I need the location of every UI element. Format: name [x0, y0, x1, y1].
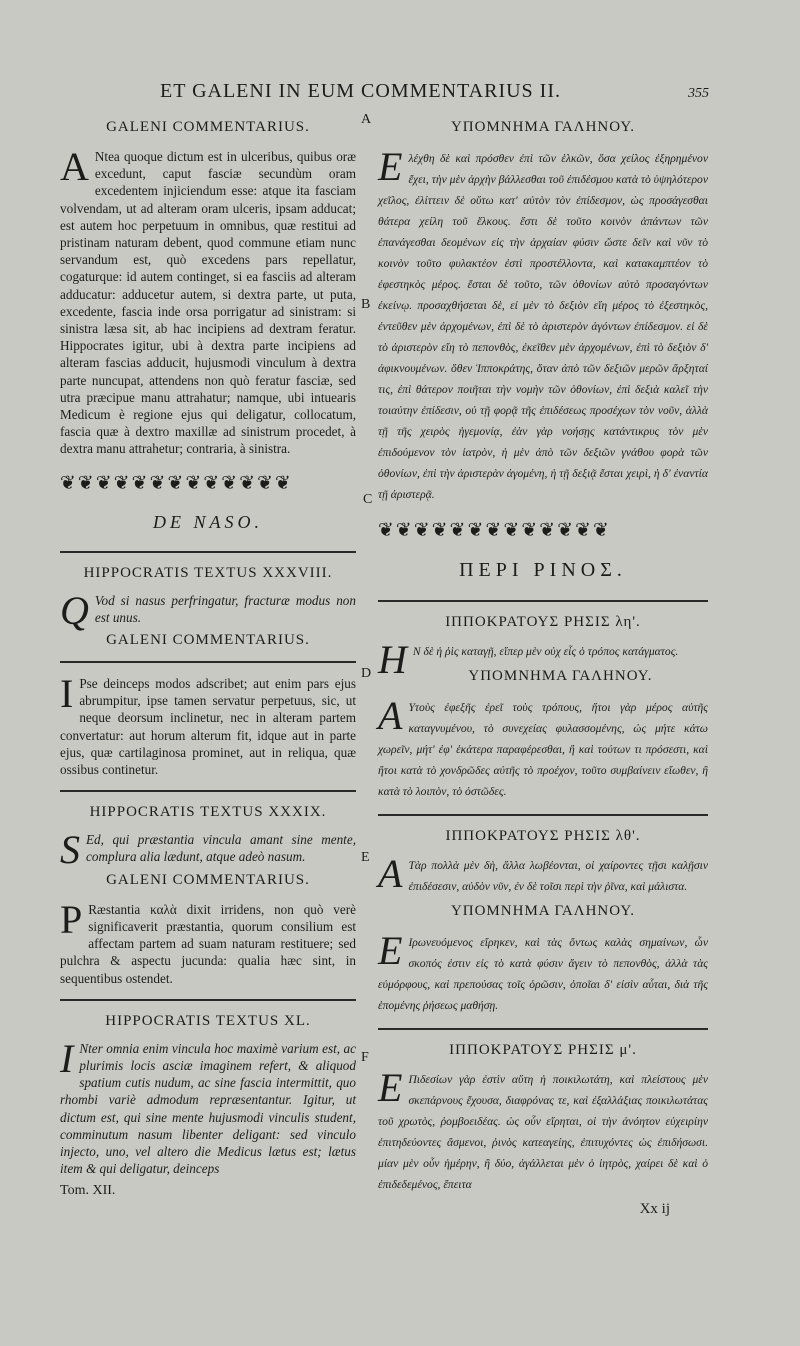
margin-letter-a: A — [361, 112, 372, 127]
hippocrates-text-heading-greek: ΙΠΠΟΚΡΑΤΟΥΣ ΡΗΣΙΣ λθ'. — [445, 828, 641, 844]
hippocrates-text-heading: HIPPOCRATIS TEXTUS XXXVIII. — [83, 564, 333, 581]
section-title-greek: ΠΕΡΙ ΡΙΝΟΣ. — [459, 559, 627, 581]
drop-cap: Q — [60, 587, 89, 633]
drop-cap: Α — [378, 851, 403, 896]
hippocrates-text-heading: HIPPOCRATIS TEXTUS XXXIX. — [89, 804, 327, 821]
hippocrates-text-greek — [378, 1065, 708, 1195]
hippocrates-text-body: Ed, qui præstantia vincula amant sine mente, complura alia lædunt, atque adeò nasum. — [86, 832, 356, 865]
hippocrates-text — [60, 1035, 356, 1178]
hippocrates-text-body: Nter omnia enim vincula hoc maximè varium est, ac plurimis locis asciæ imaginem refert, & aliquod spatium cutis nudum, ac sine fascia intermittit, quo rhombi variè admodum repræsentantur. Igitur, ut dictum est, qui sine mente hujusmodi vinculis student, comminutum nasum libenter deligant: sed vinculo injecto, uno, vel altero die Medicus lætus est; lætus item & qui deligatur, deinceps — [60, 1040, 356, 1177]
galen-commentary-heading-greek: ΥΠΟΜΝΗΜΑ ΓΑΛΗΝΟΥ. — [450, 903, 636, 919]
hippocrates-text-heading: HIPPOCRATIS TEXTUS XL. — [105, 1012, 311, 1029]
commentary-paragraph — [60, 144, 356, 458]
section-title: DE NASO. — [153, 511, 263, 532]
margin-letter-c: C — [363, 492, 373, 507]
commentary-text: Pse deinceps modos adscribet; aut enim pars ejus abrumpitur, ipse tamen servatur perpetuus, sic, ut neque deorsum inclinetur, nec in alteram partem convertatur: aut horum alterum fit, idque aut in parte ejus, quæ cartilaginosa prominet, aut in reliqua, quæ ossibus continetur. — [60, 676, 356, 778]
hippocrates-text — [60, 587, 356, 633]
drop-cap: A — [60, 144, 89, 189]
divider — [60, 551, 356, 553]
commentary-paragraph-greek — [378, 693, 708, 802]
hippocrates-text-heading-greek: ΙΠΠΟΚΡΑΤΟΥΣ ΡΗΣΙΣ μ'. — [449, 1042, 637, 1058]
drop-cap: Α — [378, 693, 403, 738]
divider — [378, 1028, 708, 1030]
galen-commentary-heading: GALENI COMMENTARIUS. — [106, 632, 310, 649]
hippocrates-text — [60, 827, 356, 873]
greek-column — [378, 115, 708, 1218]
drop-cap: Ε — [378, 1065, 403, 1110]
hippocrates-text-body: Vod si nasus perfringatur, fracturæ modus non est unus. — [94, 592, 356, 625]
commentary-text-greek: λέχθη δὲ καὶ πρόσθεν ἐπὶ τῶν ἑλκῶν, ὅσα χείλος ἐξηρημένον ἔχει, τὴν μὲν ἀρχὴν βάλλεσθαι τοῦ ἐπιδέσμου κατὰ τὸ ὑψηλότερον χεῖλος, ἐλίττειν δὲ οὕτω κατ' αὐτὸν τὸν ἐπίδεσμον, ὡς προσάγεσθαι θάτερα χείλη τοῦ ἕλκους. ἔστι δὲ τοῦτο κοινὸν ἁπάντων τῶν ἐπανάγεσθαι δεομένων εἰς τὴν ἀρχαίαν φύσιν ὥστε δεῖν καὶ νῦν τὸ κοινὸν τοῦτο φυλακτέον ἐστὶ προστέλλοντα, καὶ κατακαμπτέον τὸ ἐφεστηκὸς μέρος. ἔσται δὲ τοῦτο, τῶν ὀθονίων αὐτὸ προσαγόντων ἐκείνῳ. προσαχθήσεται δὲ, εἰ μὲν τὸ δεξιὸν εἴη μέρος τὸ ἐξεστηκὸς, ἐντεῦθεν μὲν ἀρχομένων, ἐπὶ δὲ τὸ ἀριστερὸν ἀγόντων ἐπίδεσμον. εἰ δὲ τὸ ἀριστερὸν εἴη τὸ πεπονθὸς, ἐκεῖθεν μὲν ἀρχομένων, ἐπὶ τὸ δεξιὸν δ' ἀφικνουμένων. ὅθεν Ἱπποκράτης, ὅταν ἀπὸ τῶν δεξιῶν μερῶν ἄρξηταί τις, ἐπὶ θάτερον ποιῆται τὴν νομὴν τῶν ὀθονίων, ἐπὶ δεξιὰ καλεῖ τὴν τοιαύτην ἐπίδεσιν, οὐ τῇ φορᾷ τῆς ἐπιδέσεως προσέχων τὸν νοῦν, ἀλλὰ τῇ τῆς χειρὸς ἡγεμονίᾳ, ἐὰν γὰρ νοήσῃς κατάντικρυς τὸν μὲν ἐπιδούμενον τὸν ἰατρὸν, ἡ μὲν ἀπὸ τῶν δεξιῶν γνάθου φορὰ τῶν ὀθονίων, ἐπὶ τὴν ἀριστερὰν ἀγομένη, ἡ τῇ δεξιᾷ ἔσται χειρὶ, ἡ δ' ἐναντία τῇ ἀριστερᾷ. — [378, 152, 708, 501]
margin-letter-b: B — [361, 297, 371, 312]
commentary-paragraph — [60, 896, 356, 987]
commentary-text-greek: Ιρωνευόμενος εἴρηκεν, καὶ τὰς ὄντως καλὰς σημαίνων, ὧν σκοπός ἐστιν εἰς τὸ κατὰ φύσιν ἄγειν τὸ πεπονθὸς, ἀλλὰ τὰς εὐμόρφους, καὶ πρεπούσας τοῖς ὁρῶσιν, ὁποῖαι δ' εἰσὶν αὗται, διὰ τῆς ἑπομένης ῥήσεως μαθήσῃ. — [378, 936, 708, 1012]
margin-letter-d: D — [361, 666, 372, 681]
drop-cap: I — [60, 1035, 74, 1081]
commentary-text-greek: Υτοὺς ἐφεξῆς ἐρεῖ τοὺς τρόπους, ἤτοι γὰρ μέρος αὐτῆς καταγνυμένου, τὸ συνεχείας φυλασσομένης, ὡς μήτε κάτω χωρεῖν, μήτ' ἐφ' ἑκάτερα παραφέρεσθαι, ἢ καὶ τούτων τι πρόσεστι, καὶ ἤτοι κατὰ τὸ χονδρῶδες αὐτῆς τὸ προέχον, τοῦτο συμβαίνειν εἴωθεν, ἢ κατὰ τὸ λοιπὸν, τὸ ὀστῶδες. — [378, 701, 708, 798]
commentary-text: Ntea quoque dictum est in ulceribus, quibus oræ excedunt, caput fasciæ secundùm oram excedentem injiciendum esse: atque ita fasciam volvendam, ut ad alteram oram ulceris, ipsam adducat; est autem hoc perpetuum in omnibus, quæ restitui ad pristinam naturam debent, quod commune etiam nunc servandum est, quò excedens pars repellatur, cogaturque: id autem continget, si ea fasciis ad alteram adducatur: adducetur autem, si dextra parte, ut puta, excedente, fascia inde orsa porrigatur ad sinistram: si sinistra læsa sit, ab hac incipiens ad dextram feratur. Hippocrates igitur, ubi à dextra parte incipiens ad alteram fascias adducit, hujusmodi vinculum à dextra parte nuncupat, attendens non quò feratur fasciæ, sed utra præcipue manu attrahatur; namque, ubi intuearis Medicum è regione ejus qui deligatur, collocatum, fascia quæ à dextro maxillæ ad sinistrum procedet, à dextra manu attrahetur; contraria, à sinistra. — [60, 149, 356, 457]
ornament-band: ❦❦❦❦❦❦❦❦❦❦❦❦❦ — [378, 519, 611, 541]
running-title: ET GALENI IN EUM COMMENTARIUS II. — [160, 80, 561, 102]
drop-cap: I — [60, 671, 74, 717]
commentary-paragraph — [60, 671, 356, 778]
commentary-paragraph-greek — [378, 144, 708, 505]
drop-cap: Η — [378, 637, 407, 682]
divider — [378, 600, 708, 602]
divider — [60, 661, 356, 663]
divider — [60, 999, 356, 1001]
hippocrates-text-body-greek: Ν δὲ ἡ ῥὶς καταγῇ, εἴπερ μὲν οὐχ εἷς ὁ τρόπος κατάγματος. — [412, 645, 679, 658]
drop-cap: Ε — [378, 928, 403, 973]
galen-commentary-heading: GALENI COMMENTARIUS. — [106, 871, 310, 888]
hippocrates-text-greek — [378, 851, 708, 897]
ornament-band: ❦❦❦❦❦❦❦❦❦❦❦❦❦ — [60, 471, 293, 494]
margin-letter-f: F — [361, 1050, 369, 1065]
divider — [378, 814, 708, 816]
hippocrates-text-body-greek: Πιδεσίων γὰρ ἐστὶν αὕτη ἡ ποικιλωτάτη, καὶ πλείστους μὲν σκεπάρνους ἔχουσα, διαφρόνας τε, καὶ ἐξαλλάξιας ποικιλωτάτας τοῦ χρωτὸς, ῥομβοειδέας. ὡς οὖν εἴρηται, οἱ τὴν ἀνόητον εὐχειρίην ἐπιτηδεύοντες ἄσμενοι, ῥινὸς κατεαγείης, ἐπιτυχόντες ὡς ἐπιδήσωσι. μίαν μὲν οὖν ἡμέρην, ἢ δύο, ἀγάλλεται μὲν ὁ ἰητρὸς, χαίρει δὲ καὶ ὁ ἐπιδεδεμένος, ἔπειτα — [378, 1073, 708, 1191]
drop-cap: P — [60, 896, 83, 942]
drop-cap: Ε — [378, 144, 403, 189]
galen-commentary-heading-greek: ΥΠΟΜΝΗΜΑ ΓΑΛΗΝΟΥ. — [468, 668, 653, 684]
hippocrates-text-body-greek: Τὰρ πολλὰ μὲν δὴ, ἄλλα λωβέονται, οἱ χαίροντες τῇσι καλῇσιν ἐπιδέσεσιν, αὐδὸν νῦν, ἐν δὲ τοῖσι περὶ τὴν ῥῖνα, καὶ μάλιστα. — [408, 859, 708, 893]
galen-commentary-heading-greek: ΥΠΟΜΝΗΜΑ ΓΑΛΗΝΟΥ. — [450, 119, 636, 135]
galen-commentary-heading: GALENI COMMENTARIUS. — [106, 119, 310, 135]
volume-signature: Tom. XII. — [60, 1183, 116, 1199]
divider — [60, 790, 356, 792]
margin-letter-e: E — [361, 850, 370, 865]
page-number: 355 — [688, 86, 709, 101]
commentary-text: Ræstantia καλὰ dixit irridens, non quò verè significaverit præstantia, quorum consilium est affectam partem ad suam naturam restituere; sed pulchra & aspectu jucunda: qualia hæc sint, in sequentibus ostendet. — [60, 901, 356, 986]
latin-column — [60, 115, 356, 1199]
gathering-signature: Xx ij — [639, 1201, 670, 1217]
commentary-paragraph-greek — [378, 928, 708, 1016]
drop-cap: S — [60, 827, 80, 873]
hippocrates-text-heading-greek: ΙΠΠΟΚΡΑΤΟΥΣ ΡΗΣΙΣ λη'. — [445, 614, 641, 630]
